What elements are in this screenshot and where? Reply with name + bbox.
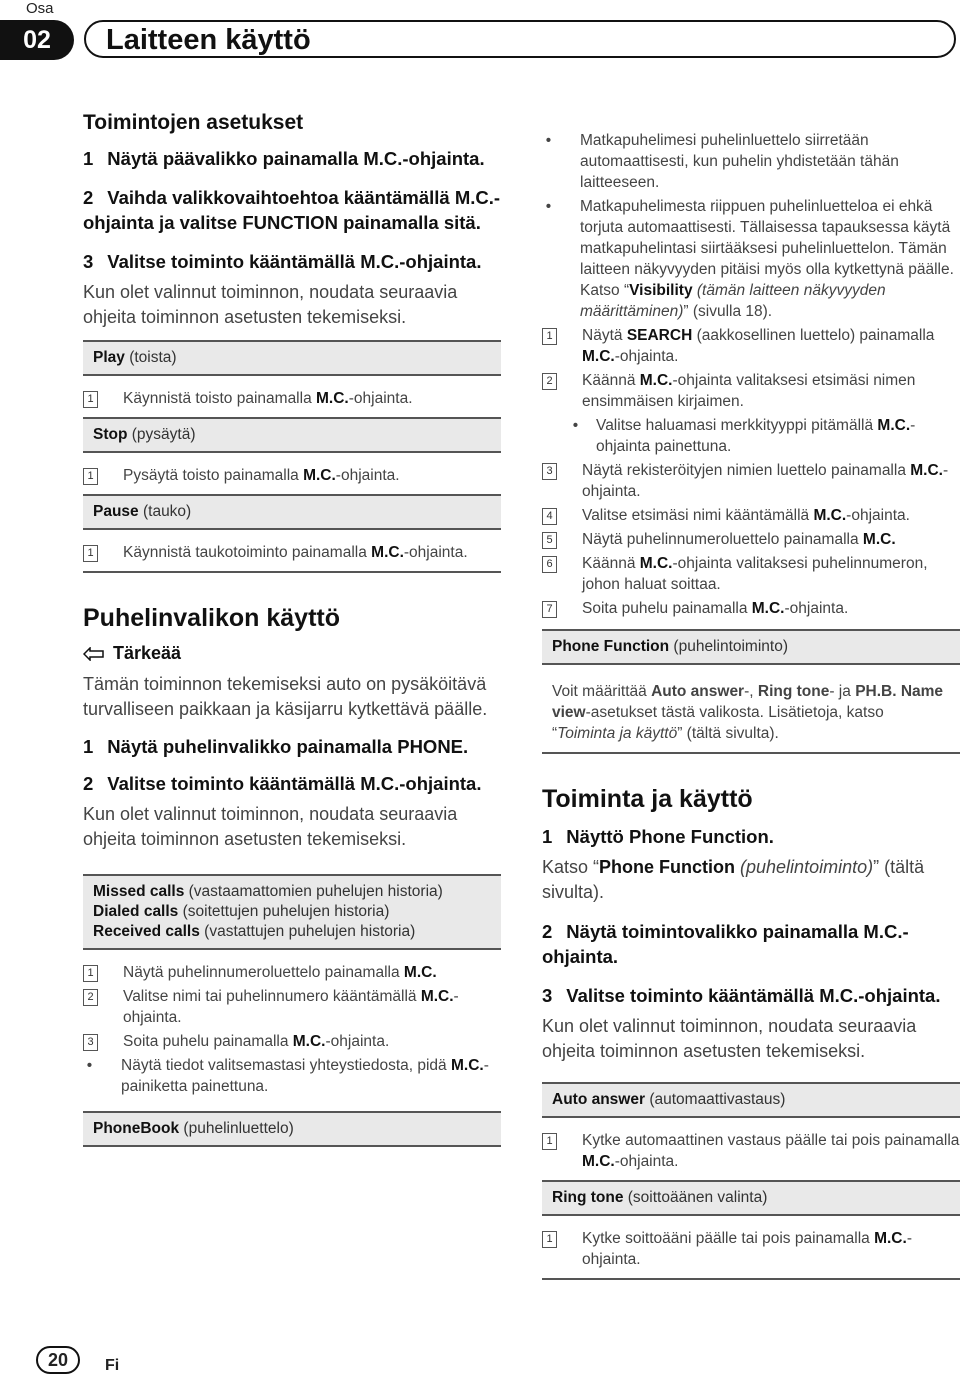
phone-menu-title: Puhelinvalikon käyttö	[83, 604, 341, 632]
list-item: 4 Valitse etsimäsi nimi kääntämällä M.C.-ohjainta.	[542, 505, 960, 526]
list-item: 7 Soita puhelu painamalla M.C.-ohjainta.	[542, 598, 960, 619]
bullet-item: • Matkapuhelimesi puhelinluettelo siirretään automaattisesti, kun puhelin yhdistetään tähän laitteeseen.	[545, 132, 899, 191]
list-item: 6 Käännä M.C.-ohjainta valitaksesi puhelinnumeron, johon haluat soittaa.	[542, 553, 960, 595]
step-note: Kun olet valinnut toiminnon, noudata seuraavia ohjeita toiminnon asetusten tekemiseksi.	[83, 804, 458, 849]
section-title: Toimintojen asetukset	[83, 111, 304, 134]
list-item: 2 Käännä M.C.-ohjainta valitaksesi etsimäsi nimen ensimmäisen kirjaimen.	[542, 370, 960, 412]
list-item: 1 Kytke automaattinen vastaus päälle tai pois painamalla M.C.-ohjainta.	[542, 1130, 960, 1172]
important-icon	[83, 647, 105, 661]
list-item: 1 Käynnistä taukotoiminto painamalla M.C.-ohjainta.	[83, 542, 501, 573]
chapter-title: Laitteen käyttö	[106, 24, 311, 56]
bullet-item: • Matkapuhelimesta riippuen puhelinluetteloa ei ehkä torjuta automaattisesti. Tällaisessa tapauksessa käytä matkapuhelintasi siirtääksesi puhelinluettelon. Tämän laitteen näkyvyyden pitäisi myös olla kytkettynä päälle. Katso “Visibility (tämän laitteen näkyvyyden määrittäminen)” (sivulla 18).	[545, 198, 954, 320]
list-item: 1 Kytke soittoääni päälle tai pois painamalla M.C.-ohjainta.	[542, 1228, 960, 1280]
step: 2 Näytä toimintovalikko painamalla M.C.-ohjainta.	[542, 921, 909, 967]
list-item: 5 Näytä puhelinnumeroluettelo painamalla M.C.	[542, 529, 960, 550]
step-note: Kun olet valinnut toiminnon, noudata seuraavia ohjeita toiminnon asetusten tekemiseksi.	[83, 282, 458, 327]
list-item: 3 Näytä rekisteröityjen nimien luettelo painamalla M.C.-ohjainta.	[542, 460, 960, 502]
operation-title: Toiminta ja käyttö	[542, 785, 753, 813]
list-item: 2 Valitse nimi tai puhelinnumero kääntämällä M.C.-ohjainta.	[83, 986, 501, 1028]
step: 3 Valitse toiminto kääntämällä M.C.-ohjainta.	[542, 985, 941, 1006]
chapter-title-box	[84, 20, 956, 58]
phone-function-heading: Phone Function (puhelintoiminto)	[542, 629, 960, 665]
step-note: Kun olet valinnut toiminnon, noudata seuraavia ohjeita toiminnon asetusten tekemiseksi.	[542, 1016, 917, 1061]
ring-tone-heading: Ring tone (soittoäänen valinta)	[542, 1180, 960, 1216]
left-column	[83, 110, 501, 1159]
calls-heading: Missed calls (vastaamattomien puhelujen historia) Dialed calls (soitettujen puhelujen historia) Received calls (vastattujen puhelujen historia)	[83, 874, 501, 950]
right-column	[542, 130, 960, 1283]
step: 1 Näytä päävalikko painamalla M.C.-ohjainta.	[83, 148, 485, 169]
step: 1 Näyttö Phone Function.	[542, 826, 774, 847]
chapter-number: 02	[0, 20, 74, 60]
list-item: 3 Soita puhelu painamalla M.C.-ohjainta.	[83, 1031, 501, 1052]
step: 2 Valitse toiminto kääntämällä M.C.-ohjainta.	[83, 773, 482, 794]
step: 3 Valitse toiminto kääntämällä M.C.-ohjainta.	[83, 251, 482, 272]
list-item: 1 Näytä SEARCH (aakkosellinen luettelo) painamalla M.C.-ohjainta.	[542, 325, 960, 367]
step-note: Katso “Phone Function (puhelintoiminto)” (tältä sivulta).	[542, 857, 925, 902]
auto-answer-heading: Auto answer (automaattivastaus)	[542, 1082, 960, 1118]
pause-heading: Pause (tauko)	[83, 494, 501, 530]
bullet-item: • Näytä tiedot valitsemastasi yhteystiedosta, pidä M.C.-painiketta painettuna.	[86, 1057, 489, 1095]
part-label: Osa	[26, 0, 54, 17]
list-item: 1 Näytä puhelinnumeroluettelo painamalla M.C.	[83, 962, 501, 983]
list-item: 1 Pysäytä toisto painamalla M.C.-ohjainta.	[83, 465, 501, 486]
step: 2 Vaihda valikkovaihtoehtoa kääntämällä M.C.-ohjainta ja valitse FUNCTION painamalla sitä.	[83, 187, 501, 233]
language-label: Fi	[105, 1357, 120, 1374]
important-text: Tämän toiminnon tekemiseksi auto on pysäköitävä turvalliseen paikkaan ja käsijarru kytkettävä päälle.	[83, 674, 488, 719]
important-note: Tärkeää	[83, 643, 501, 664]
bullet-item: • Valitse haluamasi merkkityyppi pitämällä M.C.-ohjainta painettuna.	[572, 417, 916, 455]
phone-function-text: Voit määrittää Auto answer-, Ring tone- ja PH.B. Name view-asetukset tästä valikosta. Lisätietoja, katso “Toiminta ja käyttö” (tältä sivulta).	[542, 677, 960, 754]
play-heading: Play (toista)	[83, 340, 501, 376]
stop-heading: Stop (pysäytä)	[83, 417, 501, 453]
phonebook-heading: PhoneBook (puhelinluettelo)	[83, 1111, 501, 1147]
page-number: 20	[36, 1346, 80, 1374]
step: 1 Näytä puhelinvalikko painamalla PHONE.	[83, 736, 469, 757]
list-item: 1 Käynnistä toisto painamalla M.C.-ohjainta.	[83, 388, 501, 409]
